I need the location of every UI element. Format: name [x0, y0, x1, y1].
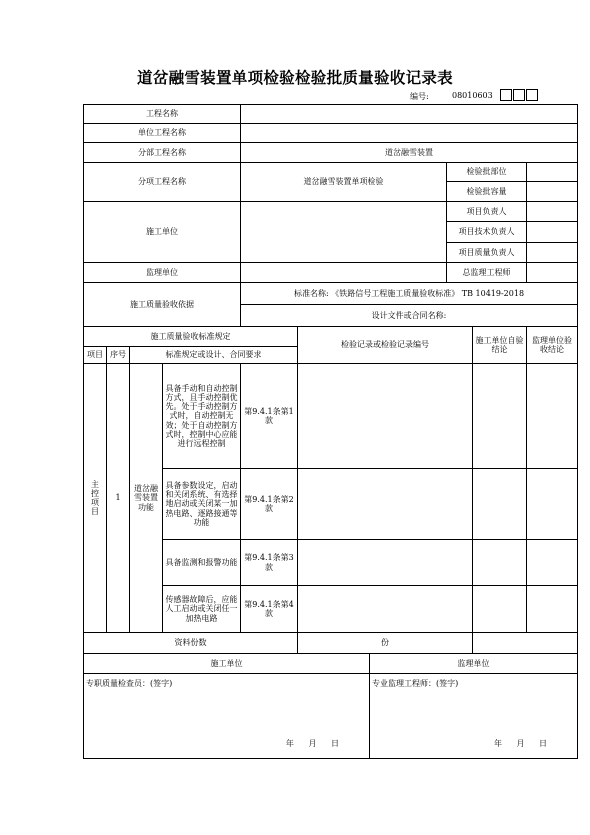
design-docs-name[interactable]: 设计文件或合同名称: — [241, 305, 578, 327]
project-tech-leader-label: 项目技术负责人 — [447, 222, 527, 243]
supervision-sign-date: 年 月 日 — [493, 738, 548, 748]
project-quality-leader-value[interactable] — [527, 243, 578, 263]
main-control-category — [84, 364, 107, 633]
main-item-seq: 1 — [107, 364, 130, 633]
entry-2-record[interactable] — [298, 469, 473, 540]
supervising-engineer-label: 专业监理工程师：(签字) — [372, 679, 459, 688]
inspection-location-value[interactable] — [527, 163, 578, 182]
subitem-project-name-value: 道岔融雪装置单项检验 — [241, 163, 447, 202]
project-quality-leader-label: 项目质量负责人 — [447, 243, 527, 263]
construction-unit-value[interactable] — [241, 202, 447, 263]
entry-2-clause: 第9.4.1条第2款 — [241, 469, 298, 540]
inspection-capacity-label: 检验批容量 — [447, 182, 527, 202]
form-title: 道岔融雪装置单项检验检验批质量验收记录表 — [136, 69, 453, 87]
form-code — [410, 87, 550, 103]
entry-1-desc: 具备手动和自动控制方式，且手动控制优先。处于手动控制方式时，自动控制无效；处于自动控制方式时，控制中心应能进行远程控制 — [163, 364, 241, 469]
entry-1-record[interactable] — [298, 364, 473, 469]
spec-detail-header: 标准规定或设计、合同要求 — [130, 347, 298, 364]
acceptance-record-table — [83, 104, 578, 759]
entry-2-construction-result[interactable] — [473, 469, 527, 540]
entry-3-supervision-result[interactable] — [527, 540, 578, 586]
entry-3-desc: 具备监测和报警功能 — [163, 540, 241, 586]
construction-unit-label: 施工单位 — [84, 202, 241, 263]
spec-group-header: 施工质量验收标准规定 — [84, 327, 298, 347]
record-column-header: 检验记录或检验记录编号 — [298, 327, 473, 364]
acceptance-basis-label: 施工质量验收依据 — [84, 283, 241, 327]
chief-supervisor-value[interactable] — [527, 263, 578, 283]
inspection-capacity-value[interactable] — [527, 182, 578, 202]
construction-result-header: 施工单位自验结论 — [473, 327, 527, 364]
project-name-value[interactable] — [241, 105, 578, 124]
division-project-name-label: 分部工程名称 — [84, 143, 241, 163]
entry-4-clause: 第9.4.1条第4款 — [241, 586, 298, 633]
code-box-2[interactable] — [513, 89, 525, 101]
division-project-name-value: 道岔融雪装置 — [241, 143, 578, 163]
standard-name: 标准名称: 《铁路信号工程施工质量验收标准》 TB 10419-2018 — [241, 283, 578, 305]
category-text: 主控项目 — [91, 479, 99, 517]
subitem-project-name-label: 分项工程名称 — [84, 163, 241, 202]
unit-project-name-label: 单位工程名称 — [84, 124, 241, 143]
code-box-1[interactable] — [500, 89, 512, 101]
project-leader-label: 项目负责人 — [447, 202, 527, 222]
supervision-unit-label: 监理单位 — [84, 263, 241, 283]
entry-4-supervision-result[interactable] — [527, 586, 578, 633]
entry-1-construction-result[interactable] — [473, 364, 527, 469]
code-box-3[interactable] — [526, 89, 538, 101]
main-item-name: 道岔融雪装置功能 — [130, 364, 163, 633]
inspection-location-label: 检验批部位 — [447, 163, 527, 182]
supervision-unit-signature-header: 监理单位 — [370, 654, 578, 674]
material-count-label: 资料份数 — [84, 633, 298, 654]
chief-supervisor-label: 总监理工程师 — [447, 263, 527, 283]
construction-signature-area[interactable] — [84, 674, 370, 759]
code-value: 08010603 — [452, 91, 493, 100]
quality-inspector-label: 专职质量检查员：(签字) — [86, 679, 173, 688]
seq-header: 序号 — [107, 347, 130, 364]
entry-4-construction-result[interactable] — [473, 586, 527, 633]
material-count-extra — [473, 633, 578, 654]
supervision-unit-value[interactable] — [241, 263, 447, 283]
entry-4-record[interactable] — [298, 586, 473, 633]
entry-3-record[interactable] — [298, 540, 473, 586]
entry-2-desc: 具备参数设定，启动和关闭系统、有选择地启动或关闭某一加热电路、逐路接通等功能 — [163, 469, 241, 540]
entry-1-supervision-result[interactable] — [527, 364, 578, 469]
material-count-unit[interactable]: 份 — [298, 633, 473, 654]
code-label: 编号: — [410, 92, 429, 101]
supervision-result-header: 监理单位验收结论 — [527, 327, 578, 364]
project-name-label: 工程名称 — [84, 105, 241, 124]
construction-sign-date: 年 月 日 — [285, 738, 339, 748]
unit-project-name-value[interactable] — [241, 124, 578, 143]
supervision-signature-area[interactable] — [370, 674, 578, 759]
entry-3-clause: 第9.4.1条第3款 — [241, 540, 298, 586]
entry-4-desc: 传感器故障后，应能人工启动或关闭任一加热电路 — [163, 586, 241, 633]
construction-unit-signature-header: 施工单位 — [84, 654, 370, 674]
entry-2-supervision-result[interactable] — [527, 469, 578, 540]
entry-1-clause: 第9.4.1条第1款 — [241, 364, 298, 469]
entry-3-construction-result[interactable] — [473, 540, 527, 586]
item-header: 项目 — [84, 347, 107, 364]
project-leader-value[interactable] — [527, 202, 578, 222]
project-tech-leader-value[interactable] — [527, 222, 578, 243]
